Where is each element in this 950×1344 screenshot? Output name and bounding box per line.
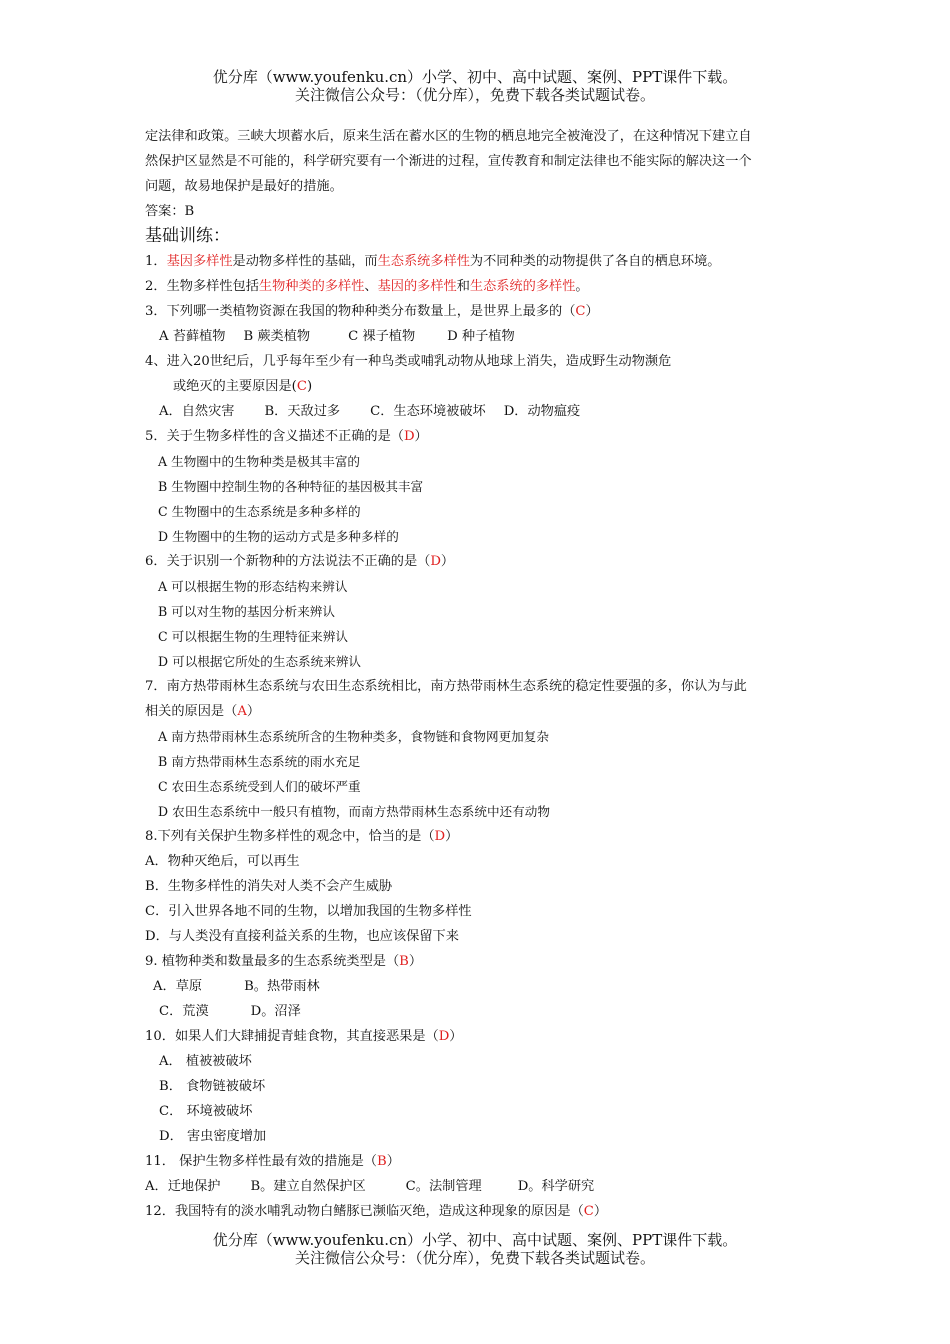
answer-fill: 基因的多样性	[377, 279, 457, 294]
question-5-option-c: C 生物圈中的生态系统是多种多样的	[158, 504, 361, 519]
question-2: 2．生物多样性包括生物种类的多样性、基因的多样性和生态系统的多样性。	[145, 279, 589, 294]
question-11: 11． 保护生物多样性最有效的措施是（B）	[145, 1154, 400, 1169]
question-10-option-d: D． 害虫密度增加	[159, 1129, 267, 1144]
intro-answer: 答案：B	[145, 204, 195, 219]
document-body	[145, 124, 810, 1224]
question-8-option-c: C．引入世界各地不同的生物，以增加我国的生物多样性	[145, 904, 472, 919]
question-8-option-d: D．与人类没有直接利益关系的生物，也应该保留下来	[145, 929, 459, 944]
answer-fill: 生态系统多样性	[377, 254, 470, 269]
section-title: 基础训练：	[145, 226, 230, 246]
answer-letter: C	[583, 1204, 594, 1219]
question-5-option-d: D 生物圈中的生物的运动方式是多种多样的	[158, 529, 399, 544]
question-10-option-a: A． 植被被破坏	[159, 1054, 252, 1069]
question-4-line-1: 4、进入20世纪后，几乎每年至少有一种鸟类或哺乳动物从地球上消失，造成野生动物濒危	[145, 354, 672, 369]
question-10: 10．如果人们大肆捕捉青蛙食物，其直接恶果是（D）	[145, 1029, 463, 1044]
question-9: 9. 植物种类和数量最多的生态系统类型是（B）	[145, 954, 423, 969]
question-5: 5．关于生物多样性的含义描述不正确的是（D）	[145, 429, 428, 444]
question-7-line-2: 相关的原因是（A）	[145, 704, 261, 719]
question-3: 3．下列哪一类植物资源在我国的物种种类分布数量上，是世界上最多的（C）	[145, 304, 599, 319]
question-7-line-1: 7．南方热带雨林生态系统与农田生态系统相比，南方热带雨林生态系统的稳定性要强的多，你认为与此	[145, 679, 747, 694]
answer-letter: D	[430, 554, 441, 569]
question-10-option-b: B． 食物链被破坏	[159, 1079, 266, 1094]
question-6-option-c: C 可以根据生物的生理特征来辨认	[158, 629, 348, 644]
page-footer	[0, 1231, 950, 1267]
question-3-options: A 苔藓植物 B 蕨类植物 C 裸子植物 D 种子植物	[159, 329, 515, 344]
answer-letter: B	[399, 954, 409, 969]
question-8-option-a: A．物种灭绝后，可以再生	[145, 854, 300, 869]
question-7-option-d: D 农田生态系统中一般只有植物，而南方热带雨林生态系统中还有动物	[158, 804, 550, 819]
question-5-option-b: B 生物圈中控制生物的各种特征的基因极其丰富	[158, 479, 424, 494]
answer-letter: B	[376, 1154, 387, 1169]
question-4-line-2: 或绝灭的主要原因是(C)	[173, 379, 313, 394]
question-7-option-a: A 南方热带雨林生态系统所含的生物种类多，食物链和食物网更加复杂	[158, 729, 549, 744]
question-4-options: A．自然灾害 B．天敌过多 C．生态环境被破坏 D．动物瘟疫	[159, 404, 581, 419]
question-7-option-b: B 南方热带雨林生态系统的雨水充足	[158, 754, 361, 769]
answer-letter: A	[237, 704, 247, 719]
answer-letter: C	[296, 379, 307, 394]
answer-letter: D	[434, 829, 446, 844]
answer-fill: 基因多样性	[166, 254, 233, 269]
footer-line-2: 关注微信公众号：（优分库），免费下载各类试题试卷。	[294, 1249, 655, 1267]
question-12: 12．我国特有的淡水哺乳动物白鳍豚已濒临灭绝，造成这种现象的原因是（C）	[145, 1204, 608, 1219]
page-header	[0, 68, 950, 104]
answer-letter: D	[403, 429, 415, 444]
footer-line-1: 优分库（www.youfenku.cn）小学、初中、高中试题、案例、PPT课件下载。	[212, 1231, 738, 1249]
answer-fill: 生态系统的多样性	[469, 279, 576, 294]
question-6-option-b: B 可以对生物的基因分析来辨认	[158, 604, 335, 619]
question-9-options-row-1: A．草原 B。热带雨林	[153, 979, 320, 994]
answer-letter: D	[438, 1029, 450, 1044]
header-line-2: 关注微信公众号：（优分库），免费下载各类试题试卷。	[294, 86, 655, 104]
question-1: 1．基因多样性是动物多样性的基础，而生态系统多样性为不同种类的动物提供了各自的栖息环境。	[145, 254, 721, 269]
question-5-option-a: A 生物圈中的生物种类是极其丰富的	[158, 454, 361, 469]
answer-letter: C	[575, 304, 586, 319]
intro-line-2: 然保护区显然是不可能的，科学研究要有一个渐进的过程，宣传教育和制定法律也不能实际的解决这一个	[145, 154, 752, 169]
question-9-options-row-2: C．荒漠 D。沼泽	[159, 1004, 301, 1019]
question-6-option-d: D 可以根据它所处的生态系统来辨认	[158, 654, 362, 669]
question-8-option-b: B．生物多样性的消失对人类不会产生威胁	[145, 879, 393, 894]
header-line-1: 优分库（www.youfenku.cn）小学、初中、高中试题、案例、PPT课件下载。	[212, 68, 738, 86]
intro-line-3: 问题，故易地保护是最好的措施。	[145, 179, 343, 194]
question-10-option-c: C． 环境被破坏	[159, 1104, 253, 1119]
intro-line-1: 定法律和政策。三峡大坝蓄水后，原来生活在蓄水区的生物的栖息地完全被淹没了，在这种情况下建立自	[145, 129, 752, 144]
question-7-option-c: C 农田生态系统受到人们的破坏严重	[158, 779, 361, 794]
question-11-options: A．迁地保护 B。建立自然保护区 C。法制管理 D。科学研究	[145, 1179, 595, 1194]
question-8: 8.下列有关保护生物多样性的观念中，恰当的是（D）	[145, 829, 459, 844]
answer-fill: 生物种类的多样性	[258, 279, 365, 294]
question-6: 6．关于识别一个新物种的方法说法不正确的是（D）	[145, 554, 455, 569]
question-6-option-a: A 可以根据生物的形态结构来辨认	[158, 579, 348, 594]
